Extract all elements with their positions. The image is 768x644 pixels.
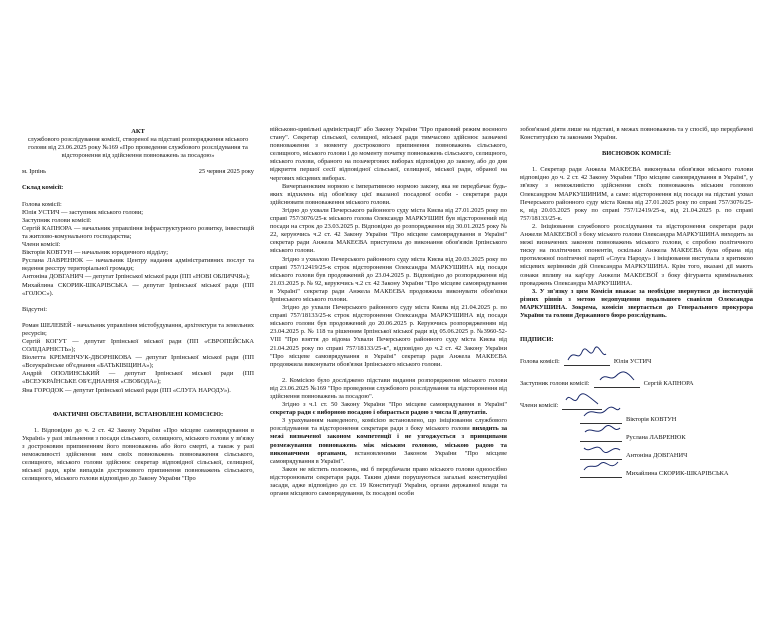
- ruling-paragraph-3: Згідно до ухвали Печерського районного суду міста Києва від 21.04.2025 р. по справі 757/18133/25-к строк відсторонення Олександра МАРКУШИНА від посади міського голови був продовжений до 20.06.2025 р. Керуючись розпорядженням від 23.04.2025 р. № 118 та рішенням Ірпінської міської ради від 05.06.2025 р. №3960-52-VIII "Про взяття до відома Ухвали Печерського районного суду міста Києва від 21.04.2025 року по справі 757/18133/25-к", відповідно до ч.2 ст. 42 Закону України "Про місцеве самоврядування в Україні" секретар ради Анжела МАКЕЄВА продовжила виконувати обов'язки Ірпінського міського голови.: [270, 304, 507, 368]
- signature-deputy: [520, 378, 753, 388]
- composition-heading: Склад комісії:: [22, 184, 64, 192]
- signature-chair: [520, 356, 753, 366]
- point-2-paragraph: 2. Комісією було досліджено підстави видання розпорядження міського голови від 23.06.2025 №169 "Про проведення службового розслідування та відсторонення від здійснення повноважень за посадою".: [270, 376, 507, 400]
- signature-members: [520, 400, 753, 410]
- member-line: Заступник голови комісії:: [22, 216, 92, 224]
- page-middle-column: [270, 0, 507, 644]
- member-line: Сергій КАПНОРА — начальник управління інфраструктурного розвитку, інвестицій та житлово-комунального господарства;: [22, 224, 254, 240]
- handwritten-signature: [566, 346, 608, 364]
- page-left-column: [22, 0, 254, 644]
- member-name: Антоніна ДОВГАНИЧ: [626, 452, 688, 460]
- finding-text: З урахуванням наведеного, комісією встановлено, що ініціювання службового розслідування та відсторонення секретаря ради з боку міського голови: [270, 417, 507, 433]
- constitution-paragraph: Закон не містить положень, які б передбачали право міського голови одноосібно відсторонювати секретаря ради. Таким діями порушуються загальні конституційні засади, адже відповідно до ст. 19 Конституції України, органи державної влади та органи місцевого самоврядування, їх посадові особи: [270, 465, 507, 498]
- absent-list: [22, 322, 254, 395]
- handwritten-signature: [596, 368, 638, 386]
- finding-paragraph: [270, 417, 507, 466]
- handwritten-signature: [582, 440, 622, 456]
- member-line: Голова комісії:: [22, 200, 62, 208]
- handwritten-signature: [582, 422, 622, 438]
- constitution-continued: зобов'язані діяти лише на підставі, в межах повноважень та у спосіб, що передбачені Конституцією та законами України.: [520, 126, 753, 142]
- member-line: Члени комісії:: [22, 241, 61, 249]
- article-50-paragraph: [270, 401, 507, 417]
- article-50-bold: секретар ради є виборною посадою і обирається радою з числа її депутатів.: [270, 409, 488, 417]
- signature-line: [564, 356, 610, 366]
- sig-deputy-name: Сергій КАПНОРА: [643, 380, 694, 388]
- conclusion-1: 1. Секретар ради Анжела МАКЕЄВА виконувала обов'язки міського голови відповідно до ч. 2 ст. 42 Закону України "Про місцеве самоврядування в Україні", у зв'язку з неможливістю здійснення своїх повноважень міським головою Олександром МАРКУШИНИМ, а саме: відсторонення від посади на підставі ухвал Печерського районного суду міста Києва від 27.01.2025 року по справі 757/3076/25-к, від 20.03.2025 року по справі 757/12419/25-к, від 21.04.2025 р. по справі 757/18133/25-к.: [520, 166, 753, 222]
- member-line: Юлія УСТИЧ — заступник міського голови;: [22, 208, 144, 216]
- norm-paragraph: Вичерпаннєвим нормою є імперативною нормою закону, яка не передбачає будь-яких відхилень від обов'язку цієї вказаної посадової особи - секретаря ради здійснювати повноваження міського голови.: [270, 182, 507, 206]
- member-name: Руслана ЛАВРЕНЮК: [626, 434, 686, 442]
- members-list: [22, 201, 254, 298]
- article-50-text: Згідно з ч.1 ст. 50 Закону України "Про місцеве самоврядування в Україні": [282, 401, 507, 409]
- member-line: Вікторія КОВТУН — начальник юридичного відділу;: [22, 249, 169, 257]
- act-subtitle: службового розслідування комісії, створеної на підставі розпорядження міського голови від 23.06.2025 року №169 «Про проведення службового розслідування та відсторонення від здійснення повноважень за посадою»: [27, 136, 249, 160]
- signature-line: [594, 378, 640, 388]
- member-line: Антоніна ДОВГАНИЧ — депутат Ірпінської міської ради (ПП «НОВІ ОБЛИЧЧЯ»);: [22, 273, 250, 281]
- sig-members-label: Члени комісії:: [520, 402, 559, 410]
- place-date-row: [22, 168, 254, 176]
- absent-line: Віолетта КРЕМЕНЧУК-ДВОРНІКОВА — депутат Ірпінської міської ради (ПП «Всеукраїнське об'єднання «БАТЬКІВЩИНА»);: [22, 354, 254, 370]
- facts-heading: ФАКТИЧНІ ОБСТАВИНИ, ВСТАНОВЛЕНІ КОМІСІЄЮ:: [52, 410, 224, 418]
- conclusion-2: 2. Ініціювання службового розслідування та відсторонення секретаря ради Анжели МАКЕЄВОЇ з боку міського голови Олександра МАРКУШИНА виходить за межі визначених законом повноважень міського голови, є спробою політичного тиску на політичних опонентів, оскільки Анжела МАКЕЄВА була обрана від протилежної політичної партії «Слуга Народу» і ініціювання виступала з критикою місцевих керівників дій Олександра МАРКУШИНА. Крім того, вказані дії мають ознаки впливу на кар'єру Анжели МАКЕЄВОЇ з боку фігуранта кримінальних проваджень Олександра МАРКУШИНА.: [520, 222, 753, 287]
- member-signature: [576, 468, 753, 478]
- page-right-column: [520, 0, 753, 644]
- member-line: Руслана ЛАВРЕНЮК — начальник Центру надання адміністративних послуг та ведення реєстру територіальної громади;: [22, 257, 254, 273]
- member-name: Михайлина СКОРИК-ШКАРІВСЬКА: [626, 470, 729, 478]
- handwritten-signature: [582, 458, 622, 474]
- ruling-paragraph-1: Згідно до ухвали Печерського районного суду міста Києва від 27.01.2025 року по справі 757/3076/25-к міського голова Олександр МАРКУШИН був відсторонений від посади на строк до 23.03.2025 р. Відповідно до розпорядження від 30.01.2025 року № 22, керуючись ч.2 ст. 42 Закону України "Про місцеве самоврядування в Україні" секретар ради Анжела МАКЕЄВА приступила до виконання обов'язків Ірпінського міського голови.: [270, 206, 507, 255]
- sig-deputy-label: Заступник голови комісії:: [520, 380, 590, 388]
- handwritten-signature: [582, 404, 622, 420]
- member-line: Михайлина СКОРИК-ШКАРІВСЬКА — депутат Ірпінської міської ради (ПП «ГОЛОС»).: [22, 281, 254, 297]
- city: м. Ірпінь: [22, 168, 47, 176]
- absent-line: Сергій КОГУТ — депутат Ірпінської міської ради (ПП «ЄВРОПЕЙСЬКА СОЛІДАРНІСТЬ»);: [22, 337, 254, 354]
- law-paragraph: військово-цивільні адміністрації" або Закону України "Про правовий режим воєнного стану". Секретар сільської, селищної, міської ради тимчасово здійснює зазначені повноваження з моменту дострокового припинення повноважень сільського, селищного, міського голови і до моменту початку повноважень сільського, селищного, міського голови, обраного на позачергових виборах відповідно до закону, або до дня відкриття першої сесії відповідної сільської, селищної, міської ради, обраної на чергових місцевих виборах.: [270, 126, 507, 182]
- signature-line: [580, 468, 622, 478]
- conclusions-heading: ВИСНОВОК КОМІСІЇ:: [602, 150, 671, 158]
- finding-bold: виходить за межі визначеної законом компетенції і не узгоджується з принципами розмежування повноважень між міським головою, міською радою та виконавчими органами,: [270, 425, 507, 457]
- sig-chair-name: Юлія УСТИЧ: [613, 358, 652, 366]
- sig-chair-label: Голова комісії:: [520, 358, 560, 366]
- signatures-heading: ПІДПИСИ:: [520, 336, 554, 344]
- absent-line: Роман ШЕЛЕВЕЙ - начальник управління містобудування, архітектури та земельних ресурсів;: [22, 321, 254, 337]
- absent-line: Яна ГОРОДОК — депутат Ірпінської міської ради (ПП «СЛУГА НАРОДУ»).: [22, 386, 231, 394]
- finding-tail: встановленими Законом України "Про місцеве самоврядування в Україні".: [270, 449, 507, 465]
- act-title: АКТ: [131, 128, 145, 135]
- absent-line: Андрій ОПОЛИНСЬКИЙ — депутат Ірпінської міської ради (ПП «ВСЕУКРАЇНСЬКЕ ОБ'ЄДНАННЯ «СВОБОДА»);: [22, 370, 254, 386]
- conclusion-3: 3. У зв'язку з цим Комісія вважає за необхідне звернутися до інституцій різних рівнів з метою недопущення подальшого свавілля Олександра МАРКУШИНА. Зокрема, комісія звертається до Генерального прокурора України та голови Державного бюро розслідувань.: [520, 287, 753, 319]
- facts-paragraph-1: 1. Відповідно до ч. 2 ст. 42 Закону України «Про місцеве самоврядування в Україні» у разі звільнення з посади сільського, селищного, міського голови у зв'язку з достроковим припиненням його повноважень або його смерті, а також у разі неможливості здійснення ним своїх повноважень повноваження сільського, селищного, міського голови здійснює секретар відповідної сільської, селищної, міської ради, крім випадків дострокового припинення повноважень сільського, селищного, міського голови відповідно до Закону України "Про: [22, 426, 254, 483]
- act-date: 25 червня 2025 року: [198, 168, 254, 176]
- ruling-paragraph-2: Згідно з ухвалою Печерського районного суду міста Києва від 20.03.2025 року по справі 757/12419/25-к строк відсторонення Олександра МАРКУШИНА від посади міського голови був продовжений до 23.04.2025 р. Відповідно до розпорядження від 21.03.2025 р. № 92, керуючись ч.2 ст. 42 Закону України "Про місцеве самоврядування в Україні" секретар ради Анжела МАКЕЄВА продовжила виконувати обов'язки Ірпінського міського голови.: [270, 255, 507, 303]
- member-name: Вікторія КОВТУН: [626, 416, 677, 424]
- absent-heading: Відсутні:: [22, 305, 48, 313]
